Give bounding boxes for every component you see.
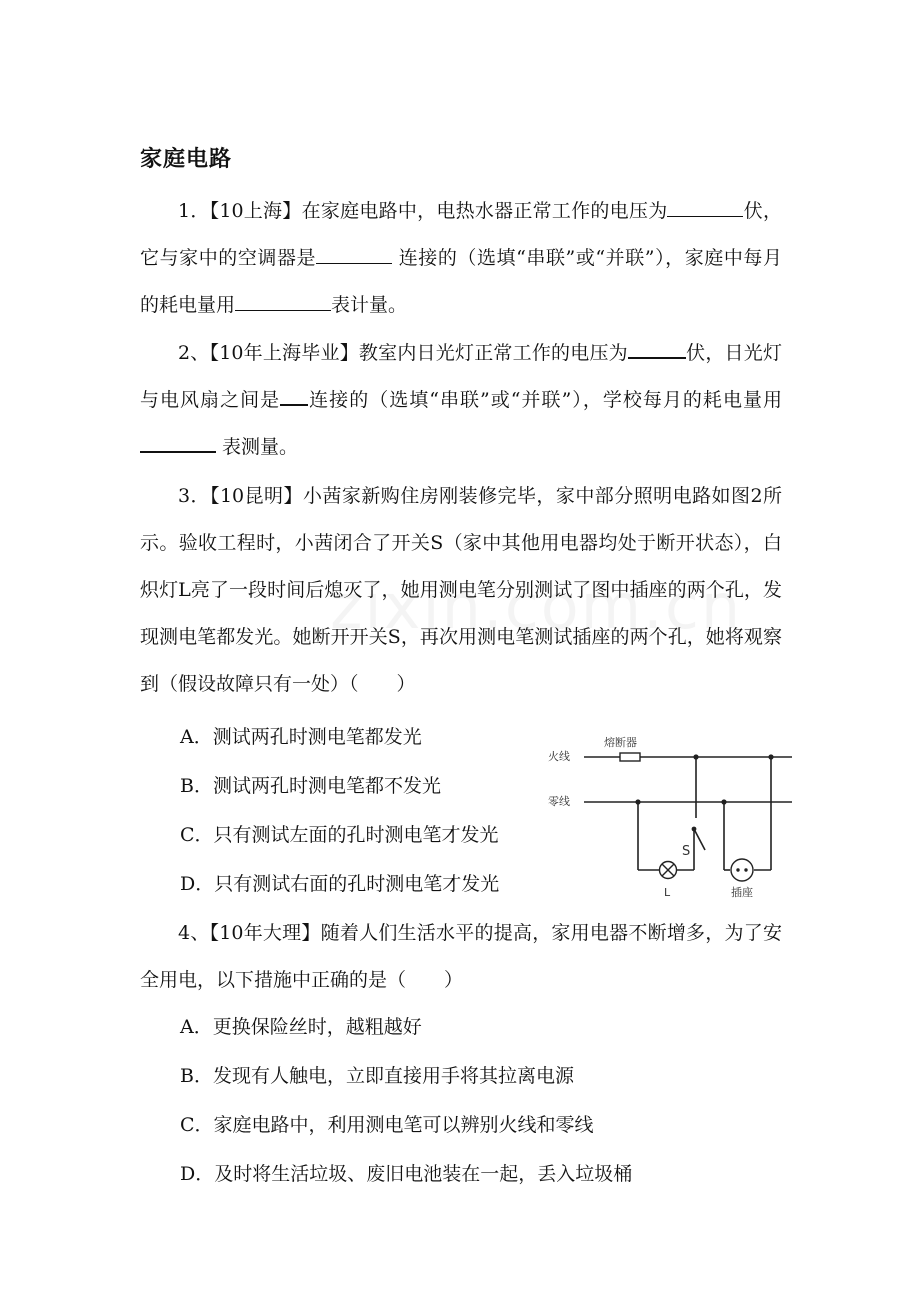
option-c[interactable]: C．家庭电路中，利用测电笔可以辨别火线和零线 — [180, 1114, 594, 1136]
lamp-label: L — [664, 886, 671, 899]
junction-dot — [768, 754, 773, 759]
question-1-part4: 表计量。 — [331, 294, 408, 316]
question-1-part2: 伏，它与家中的空调器是 — [140, 200, 782, 269]
question-3-stem: 3．【10昆明】小茜家新购住房刚装修完毕，家中部分照明电路如图2所示。验收工程时，小茜闭合了开关S（家中其他用电器均处于断开状态），白炽灯L亮了一段时间后熄灭了，她用测电笔分别测试了图中插座的两个孔，发现测电笔都发光。她断开开关S，再次用测电笔测试插座的两个孔，她将观察到（假设故障只有一处）（ ） — [140, 485, 782, 695]
option-d[interactable]: D．只有测试右面的孔时测电笔才发光 — [180, 873, 500, 895]
socket-label: 插座 — [731, 886, 753, 899]
question-4-stem: 4、【10年大理】随着人们生活水平的提高，家用电器不断增多，为了安全用电，以下措施中正确的是（ ） — [140, 922, 782, 991]
question-1-part1: 1．【10上海】在家庭电路中，电热水器正常工作的电压为 — [178, 200, 668, 222]
question-2-part3: 连接的（选填“串联”或“并联”），学校每月的耗电量用 — [308, 389, 782, 411]
option-b[interactable]: B．发现有人触电，立即直接用手将其拉离电源 — [180, 1065, 574, 1087]
junction-dot — [721, 799, 726, 804]
question-3 — [140, 473, 782, 708]
junction-dot — [635, 799, 640, 804]
answer-blank[interactable] — [667, 196, 743, 217]
answer-blank[interactable] — [140, 431, 216, 453]
question-2-text — [140, 330, 782, 471]
question-1 — [140, 188, 782, 329]
question-2 — [140, 330, 782, 471]
socket-icon — [731, 859, 753, 881]
page-title: 家庭电路 — [140, 147, 233, 172]
question-1-part3: 连接的（选填“串联”或“并联”），家庭中每月的耗电量用 — [140, 247, 782, 316]
live-wire-label: 火线 — [548, 750, 570, 763]
fuse-label: 熔断器 — [604, 736, 637, 749]
question-3-options — [140, 713, 560, 909]
question-2-part4: 表测量。 — [216, 436, 299, 458]
switch-label: S — [682, 844, 691, 859]
answer-blank[interactable] — [235, 290, 331, 311]
answer-blank[interactable] — [628, 337, 686, 359]
fuse-symbol — [620, 753, 640, 761]
option-a[interactable]: A．测试两孔时测电笔都发光 — [180, 726, 422, 748]
answer-blank[interactable] — [316, 243, 392, 264]
lamp-icon — [660, 862, 677, 879]
question-4 — [140, 910, 782, 1004]
question-1-text — [140, 188, 782, 329]
switch-pivot — [692, 827, 697, 832]
option-d[interactable]: D．及时将生活垃圾、废旧电池装在一起，丢入垃圾桶 — [180, 1163, 633, 1185]
option-c[interactable]: C．只有测试左面的孔时测电笔才发光 — [180, 824, 499, 846]
question-2-part1: 2、【10年上海毕业】教室内日光灯正常工作的电压为 — [178, 342, 628, 364]
junction-dot — [693, 754, 698, 759]
circuit-diagram — [540, 728, 800, 908]
question-2-part2: 伏，日光灯与电风扇之间是 — [140, 342, 782, 411]
option-b[interactable]: B．测试两孔时测电笔都不发光 — [180, 775, 441, 797]
question-4-options — [140, 1003, 780, 1199]
answer-blank[interactable] — [280, 384, 308, 406]
option-a[interactable]: A．更换保险丝时，越粗越好 — [180, 1016, 422, 1038]
neutral-wire-label: 零线 — [548, 795, 570, 808]
switch-blade — [694, 829, 705, 850]
